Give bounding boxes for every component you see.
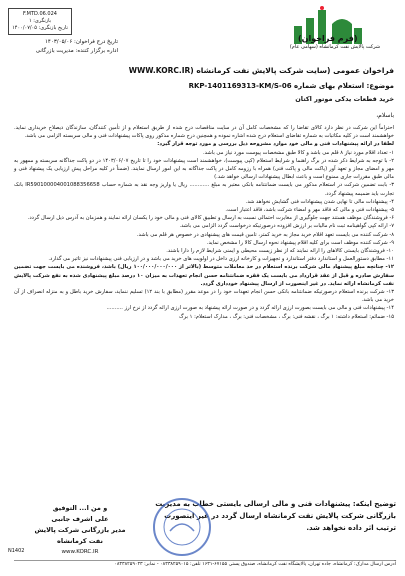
paragraph: ۸- شرکت کننده می بایست تعهد اقلام خرید مجاز به خرید کمتر، تامین قیمت های پیشنهادی در خصوص هر قلم می باشد.	[136, 231, 394, 238]
closing: و من ا... التوفیق	[52, 504, 108, 512]
form-code: F.MTD.06.024	[23, 11, 57, 17]
form-code-box	[8, 8, 72, 35]
signer-title: مدیر بازرگانی شرکت پالایش نفت کرمانشاه	[34, 526, 126, 545]
greeting: باسلام،	[376, 112, 394, 119]
signature-block	[30, 503, 130, 547]
paragraph: ۱۳- شرکت برنده استعلام درصورتیکه ضمانتنامه بانکی حسن انجام تعهدات خود را در موعد مقرر (مطابق با بند ۱۲) تسلیم ننماید، سفارش خرید باطل و به منزله انصراف از آن خرید می باشد.	[14, 289, 394, 304]
paragraph: ۱۰- فروشندگان بایستی کالاهای را ارائه نمایند که از نظر زیست محیطی و ایمنی شرایط لازم را دارا باشند.	[166, 248, 394, 255]
revision-number: بازنگری: ۱	[28, 18, 52, 24]
submission-notice: توضیح اینکه: پیشنهادات فنی و مالی ارسالی بایستی خطاب به مدیریت بازرگانی شرکت پالایش نفت کرمانشاه ارسال گردد در غیر اینصورت ترتیب اثر داده نخواهد شد.	[155, 500, 396, 532]
paragraph: ۱۱- مطابق دستورالعمل و استاندارد دفتر استاندارد و تجهیزات و کارخانه ارزی داخل در اولویت های خرید می باشد و در ارزیابی فنی پیشنهادات نیز تاثیر می گذارد.	[48, 256, 394, 263]
paragraph: ۷- ارائه کپی گواهینامه ثبت نام مالیات بر ارزش افزوده درصورتیکه درخواست گردد الزامی می باشد.	[179, 223, 394, 230]
doc-code: N1402	[8, 548, 25, 554]
paragraph: ۱- تعداد اقلام مورد نیاز ۸ قلم می باشد و کالا طبق مشخصات پیوست مورد نیاز می باشد.	[203, 149, 394, 156]
signer-name: علی اشرف جانبی	[51, 515, 109, 523]
paragraph: لطفا در ارائه پیشنهادات فنی و مالی خود موارد مشروحه ذیل بررسی و مورد توجه قرار گیرد:	[157, 141, 394, 148]
page-title: فراخوان عمومی (سایت شرکت پالایش نفت کرمانشاه (WWW.KORC.IR	[128, 66, 394, 75]
paragraph: ۶- فروشندگان موظف هستند جهت جلوگیری از مغایرت احتمالی نسبت به ارسال و تطبیق کالای فنی و مالی خود را یکسان ارائه نمایند و همزمان به آدرس ذیل ارسال گردد.	[27, 215, 394, 222]
posting-date: تاریخ درج فراخوان: ۱۴۰۳/۰۵/۰۶	[44, 39, 118, 45]
subject-line: موضوع: استعلام بهای شماره RKP-1401169313-KM/S-06	[188, 82, 394, 90]
paragraph: ۱۲- چنانچه مبلغ پیشنهاد مالی شرکت برنده استعلام در حد معاملات متوسط (بالاتر از ۱۰۰/۰۰۰/۰۰۰/۰۰۰ ریال) باشد، فروشنده می بایست جهت تضمین سفارش صادره و قبل از عقد قرارداد می بایست یک فقره ضمانتنامه حسن انجام تعهدات به میزان ۱۰ درصد مبلغ پیشنهادی شده به نفع شرکت پالایش نفت کرمانشاه ارائه نماید. در غیر اینصورت از ارسال پیشنهاد خودداری گردد.	[14, 264, 394, 287]
subject-detail: خرید قطعات یدکی موتور اکتان	[295, 95, 394, 103]
paragraph: ۱۵- ضمائم: استعلام داشته: ۱ برگ ، نقشه فنی: برگ ، مشخصات فنی: برگ ، مدارک استعلام: ۱ برگ	[179, 313, 394, 320]
revision-date: تاریخ بازنگری: ۱۴۰۰/۰۷/۰۵	[12, 25, 68, 31]
form-label: (فرم فراخوان)	[298, 34, 358, 43]
website-link[interactable]: www.KORC.IR	[61, 549, 99, 555]
company-name-header: شرکت پالایش نفت کرمانشاه (سهامی عام)	[289, 44, 381, 50]
paragraph: ۱۴- پیشنهادات فنی و مالی می بایست بصورت ارزی ارائه گردد و در صورت ارائه پیشنهاد به صورت ارزی ارائه گردد از نرخ ارز ..........	[106, 305, 394, 312]
paragraph: ۲- با توجه به شرایط ذکر شده در برگ راهنما و شرایط استعلام (کپی پیوست)، خواهشمند است پیشنهادات خود را تا تاریخ ۱۴۰۳/۰۶/۰۷ در دو پاکت جداگانه سربسته و ممهور به مهر و امضای مجاز و تعهد آور (پاکت مالی و پاکت فنی) همراه با رزومه کامل در پاکت جداگانه به این امور ارسال نمایند. (ضمناً در کلیه مراحل پیش ارزیابی یک پیشنهاد فنی و مالی طبق مقررات جاری ممنوع است و باعث ابطال پیشنهادات ارسالی خواهد شد.)	[14, 157, 394, 181]
paragraph: ۵- پیشنهادات فنی و مالی که فاقد مهر و امضاء شرکت باشد، فاقد اعتبار است.	[225, 207, 394, 214]
meta-block	[8, 38, 118, 56]
paragraph: ۹- شرکت کننده موظف است برای کلیه اقلام پیشنهاد نحوه ارسال کالا را مشخص نماید.	[206, 239, 394, 246]
paragraph: احتراماً این شرکت در نظر دارد کالای تقاضا را که مشخصات کامل آن در سایت مناقصات درج شده از طریق استعلام و از تأمین کنندگان، سازندگان ذیصلاح خریداری نماید. خواهشمند است در کلیه مکاتبات به شماره تقاضای استعلام درج شده اشاره نموده و همچنین درج شماره مذکور روی پاکات پیشنهادات فنی و مالی سربسته الزامی می باشد.	[14, 125, 394, 140]
paragraph: ۳- بابت تضمین شرکت در استعلام مذکور می بایست ضمانتنامه بانکی معتبر به مبلغ ............ ریال یا واریز وجه نقد به شماره حساب IR590100004001088356658 بانک تجارت باید ضمیمه پیشنهاد گردد.	[14, 182, 395, 197]
company-stamp	[150, 495, 214, 559]
footer-address: آدرس ارسال مدارک: کرمانشاه، جاده تهران، پالایشگاه نفت کرمانشاه، صندوق پستی ۶۷۱۵۵-۱۶۳۱ تلفن: ۰۸۳۳۸۲۵۹۰۱۵ - نمابر: ۰۸۳۳۸۲۵۹۰۴۳	[114, 562, 396, 567]
organizer: اداره برگزار کننده: مدیریت بازرگانی	[35, 48, 118, 54]
paragraph: ۴- پیشنهادات مالی تا نهایی شدن پیشنهادات فنی گشایش نخواهد شد.	[245, 198, 394, 205]
body-text	[14, 124, 394, 321]
footer-divider	[14, 560, 396, 561]
